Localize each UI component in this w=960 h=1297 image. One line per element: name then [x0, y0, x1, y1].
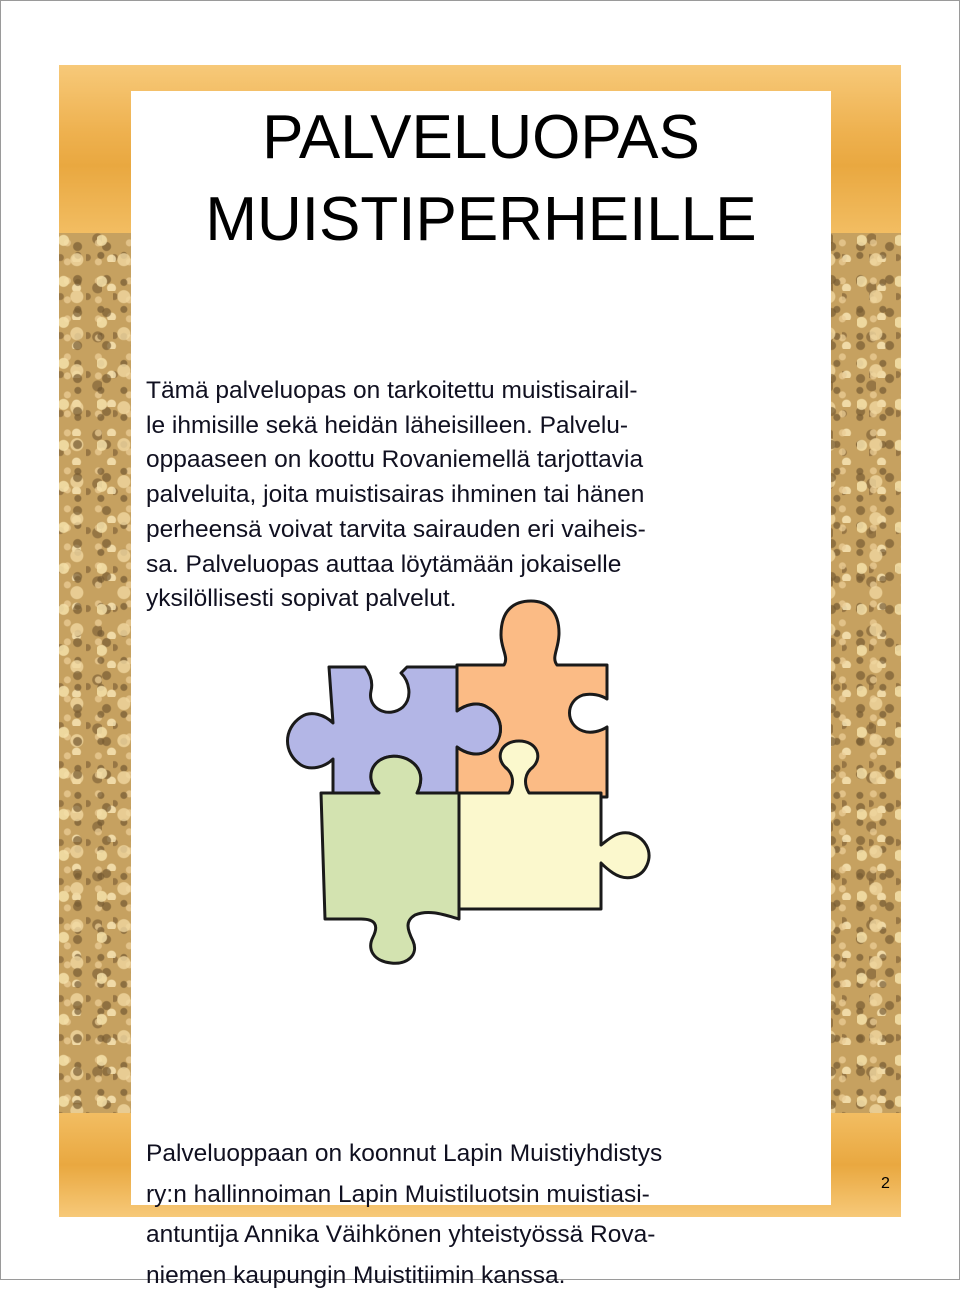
title-line-2: MUISTIPERHEILLE [205, 185, 757, 254]
page-number: 2 [881, 1175, 890, 1192]
intro-line: palveluita, joita muistisairas ihminen tai hänen [146, 481, 645, 509]
intro-line: Tämä palveluopas on tarkoitettu muistisairail- [146, 377, 638, 404]
footer-paragraph [146, 1134, 816, 1297]
title-line-1: PALVELUOPAS [262, 103, 700, 172]
intro-line: sa. Palveluopas auttaa löytämään jokaiselle [146, 550, 622, 578]
footer-line: ry:n hallinnoiman Lapin Muistiluotsin muistiasi- [146, 1180, 650, 1208]
footer-line: antuntija Annika Väihkönen yhteistyössä Rova- [146, 1221, 656, 1249]
intro-line: yksilöllisesti sopivat palvelut. [146, 585, 457, 613]
intro-paragraph [146, 374, 816, 617]
intro-line: le ihmisille sekä heidän läheisilleen. Palvelu- [146, 411, 629, 439]
footer-line: niemen kaupungin Muistitiimin kanssa. [146, 1262, 566, 1290]
puzzle-illustration [269, 597, 655, 967]
page-title [131, 97, 831, 261]
footer-line: Palveluoppaan on koonnut Lapin Muistiyhdistys [146, 1140, 663, 1167]
intro-line: oppaaseen on koottu Rovaniemellä tarjottavia [146, 446, 644, 474]
intro-line: perheensä voivat tarvita sairauden eri vaiheis- [146, 515, 646, 543]
